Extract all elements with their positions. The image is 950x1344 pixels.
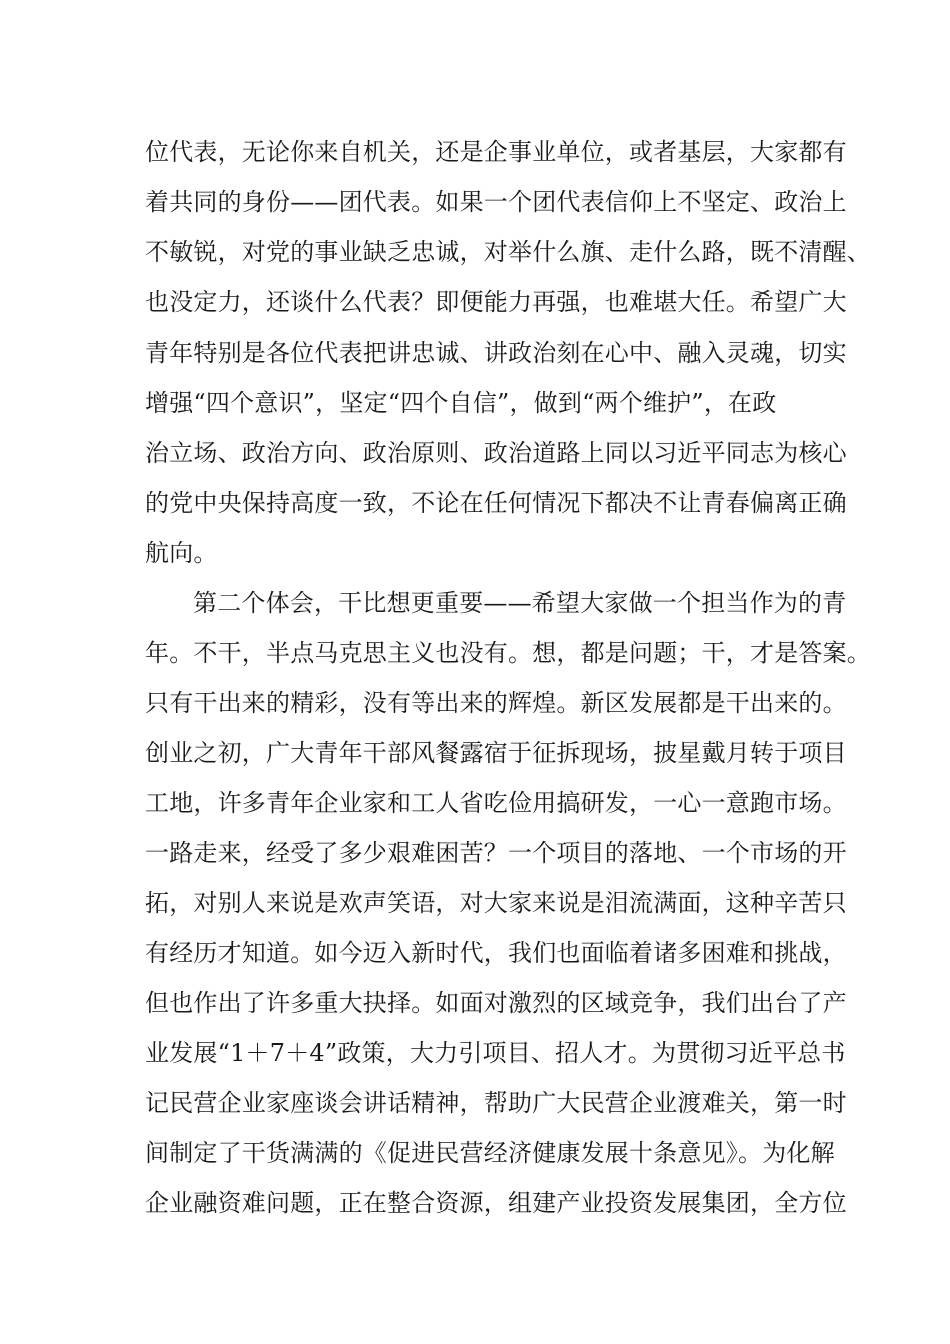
text-line: 一路走来，经受了多少艰难困苦？一个项目的落地、一个市场的开 xyxy=(145,839,847,867)
text-line: 业发展“1＋7＋4”政策，大力引项目、招人才。为贯彻习近平总书 xyxy=(145,1039,846,1067)
text-line: 企业融资难问题，正在整合资源，组建产业投资发展集团，全方位 xyxy=(145,1189,847,1217)
text-line: 增强“四个意识”，坚定“四个自信”，做到“两个维护”，在政 xyxy=(145,389,777,417)
text-line: 记民营企业家座谈会讲话精神，帮助广大民营企业渡难关，第一时 xyxy=(145,1089,847,1117)
text-line: 间制定了干货满满的《促进民营经济健康发展十条意见》。为化解 xyxy=(145,1139,835,1167)
text-line: 拓，对别人来说是欢声笑语，对大家来说是泪流满面，这种辛苦只 xyxy=(145,889,847,917)
text-line: 创业之初，广大青年干部风餐露宿于征拆现场，披星戴月转于项目 xyxy=(145,739,847,767)
text-line: 但也作出了许多重大抉择。如面对激烈的区域竞争，我们出台了产 xyxy=(145,989,847,1017)
text-line: 位代表，无论你来自机关，还是企事业单位，或者基层，大家都有 xyxy=(145,138,847,166)
text-line: 青年特别是各位代表把讲忠诚、讲政治刻在心中、融入灵魂，切实 xyxy=(145,339,847,367)
text-line: 的党中央保持高度一致，不论在任何情况下都决不让青春偏离正确 xyxy=(145,489,847,517)
text-line: 不敏锐，对党的事业缺乏忠诚，对举什么旗、走什么路，既不清醒、 xyxy=(145,238,871,266)
text-line: 只有干出来的精彩，没有等出来的辉煌。新区发展都是干出来的。 xyxy=(145,689,847,717)
text-line: 航向。 xyxy=(145,539,218,567)
text-line: 也没定力，还谈什么代表？即便能力再强，也难堪大任。希望广大 xyxy=(145,288,847,316)
text-line: 着共同的身份——团代表。如果一个团代表信仰上不坚定、政治上 xyxy=(145,188,847,216)
text-line: 年。不干，半点马克思主义也没有。想，都是问题；干，才是答案。 xyxy=(145,639,871,667)
text-line: 工地，许多青年企业家和工人省吃俭用搞研发，一心一意跑市场。 xyxy=(145,789,847,817)
text-line: 治立场、政治方向、政治原则、政治道路上同以习近平同志为核心 xyxy=(145,439,847,467)
paragraph-start-line: 第二个体会，干比想更重要——希望大家做一个担当作为的青 xyxy=(193,589,847,617)
text-line: 有经历才知道。如今迈入新时代，我们也面临着诸多困难和挑战， xyxy=(145,939,847,967)
